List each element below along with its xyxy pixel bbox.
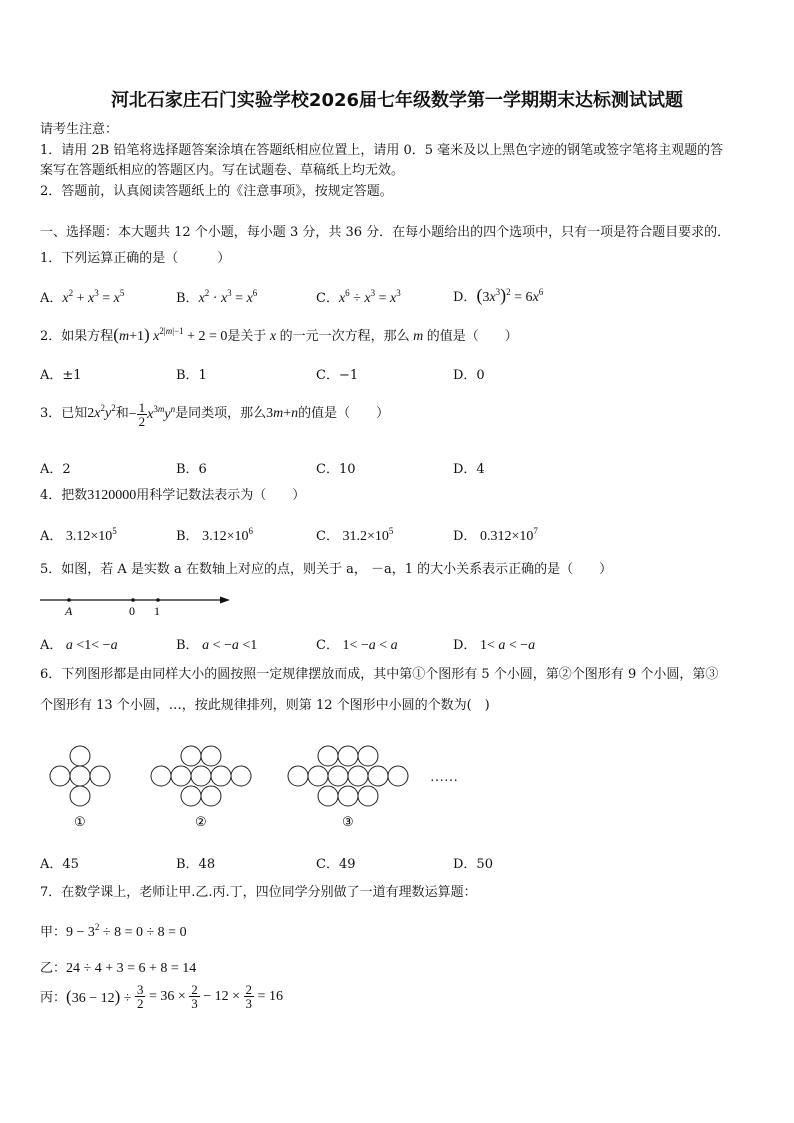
q6-option-b: B．48 <box>176 857 216 872</box>
q5-option-c-expression: 1< −a < a <box>338 638 398 653</box>
q3-option-d: D．4 <box>453 462 485 477</box>
figure-ellipsis: …… <box>430 770 458 785</box>
small-circle <box>328 766 348 786</box>
small-circle <box>181 786 201 806</box>
option-label: D． <box>453 638 477 653</box>
q4-option-d-value: $0.312\times 10^7$ <box>476 526 538 544</box>
figure-1-label: ① <box>74 814 86 829</box>
q7-yi <box>40 957 196 977</box>
q7-yi-label: 乙： <box>40 961 67 976</box>
q1-option-a <box>40 287 124 307</box>
q2-prefix: 2．如果方程 <box>40 329 114 344</box>
small-circle <box>201 746 221 766</box>
q2-equation: (m+1) $x^{2|m|-1} + 2 = 0$ <box>113 325 228 344</box>
notice-item-2: 2．答题前，认真阅读答题纸上的《注意事项》，按规定答题。 <box>40 184 393 199</box>
option-label: D． <box>453 529 477 544</box>
option-label: D． <box>453 290 477 305</box>
small-circle <box>191 766 211 786</box>
q6-line-1: 6．下列图形都是由同样大小的圆按照一定规律摆放而成，其中第①个图形有 5 个小圆，第②个图形有 9 个小圆，第③ <box>40 667 719 682</box>
q2-variable-x: x <box>266 329 280 344</box>
small-circle <box>358 786 378 806</box>
point-1-dot <box>156 598 160 602</box>
q5-number-line <box>36 590 236 620</box>
q7-jia-label: 甲： <box>40 925 67 940</box>
q6-option-a: A．45 <box>40 857 79 872</box>
q7-jia-expression: $9 - 3^2 \div 8 = 0 \div 8 = 0$ <box>66 922 187 940</box>
q2-mid2: 的一元一次方程，那么 <box>279 329 410 344</box>
option-label: A． <box>40 638 63 653</box>
small-circle <box>70 766 90 786</box>
notice-header: 请考生注意： <box>40 122 119 137</box>
q5-stem: 5．如图，若 A 是实数 a 在数轴上对应的点，则关于 a， －a，1 的大小关系表示正确的是（ ） <box>40 562 613 577</box>
q4-option-a-value: $3.12\times 10^5$ <box>62 526 117 544</box>
q3-fraction: $\frac{1}{2}$ <box>138 400 146 429</box>
point-a-label: A <box>65 604 73 618</box>
q3-mid: 是同类项，那么 <box>175 406 267 422</box>
q3-prefix: 3．已知 <box>40 406 88 422</box>
point-1-label: 1 <box>154 604 160 618</box>
small-circle <box>211 766 231 786</box>
number-line-arrow-icon <box>220 597 230 604</box>
notice-item-1-line-1: 1．请用 2B 铅笔将选择题答案涂填在答题纸相应位置上，请用 0．5 毫米及以上黑色字迹的钢笔或签字笔将主观题的答 <box>40 143 724 158</box>
q2-mid: 是关于 <box>227 329 267 344</box>
q7-yi-expression: 24 ÷ 4 + 3 = 6 + 8 = 14 <box>66 961 197 976</box>
option-label: A． <box>40 529 63 544</box>
q4-option-b-value: $3.12\times 10^6$ <box>198 526 253 544</box>
q7-bing-label: 丙： <box>40 990 67 1006</box>
q4-option-a <box>40 525 117 545</box>
option-label: C． <box>316 529 339 544</box>
point-0-dot <box>131 598 135 602</box>
small-circle <box>358 746 378 766</box>
q1-option-d-expression: $(3x^3)^2 = 6x^6$ <box>476 285 544 305</box>
q5-option-b-expression: a < −a <1 <box>202 638 258 653</box>
q4-stem <box>40 487 305 505</box>
q4-option-c-value: $31.2\times 10^5$ <box>338 526 394 544</box>
small-circle <box>348 766 368 786</box>
q4-option-b <box>176 525 253 545</box>
q5-option-a-expression: a <1< −a <box>65 638 118 653</box>
q7-bing-expression: (36 − 12) ÷ $\frac{3}{2}$ = 36 × $\frac{2}{3}$ − 12 × $\frac{2}{3}$ = 16 <box>66 982 283 1011</box>
q3-term-2: − $\frac{1}{2}$ $x^{3m}y^n$ <box>128 400 176 429</box>
small-circle <box>318 786 338 806</box>
q4-suffix: 用科学记数法表示为（ ） <box>136 488 306 503</box>
q6-line-2: 个图形有 13 个小圆，…，按此规律排列，则第 12 个图形中小圆的个数为( ) <box>40 698 490 713</box>
q5-option-c <box>316 634 398 654</box>
q2-variable-m: m <box>409 329 427 344</box>
q3-option-c: C．10 <box>316 462 356 477</box>
q4-option-c <box>316 525 393 545</box>
q6-option-c: C．49 <box>316 857 356 872</box>
q3-and: 和 <box>115 406 129 422</box>
q1-option-d <box>453 285 543 306</box>
small-circle <box>368 766 388 786</box>
small-circle <box>171 766 191 786</box>
q4-prefix: 4．把数 <box>40 488 88 503</box>
spacer <box>394 766 395 767</box>
q2-suffix: 的值是（ ） <box>426 329 518 344</box>
q7-stem: 7．在数学课上，老师让甲.乙.丙.丁，四位同学分别做了一道有理数运算题： <box>40 885 477 900</box>
q1-option-c-expression: $x^6 \div x^3 = x^3$ <box>338 288 401 306</box>
small-circle <box>388 766 408 786</box>
q5-option-a <box>40 634 118 654</box>
small-circle <box>288 766 308 786</box>
q7-bing <box>40 983 283 1010</box>
q2-option-a: A．±1 <box>40 368 82 383</box>
q1-option-a-expression: $x^2 + x^3 = x^5$ <box>62 288 125 306</box>
q1-option-c <box>316 287 401 307</box>
point-0-label: 0 <box>129 604 135 618</box>
small-circle <box>201 786 221 806</box>
small-circle <box>50 766 70 786</box>
figure-3 <box>288 746 408 806</box>
small-circle <box>70 746 90 766</box>
small-circle <box>338 746 358 766</box>
q2-option-c: C．−1 <box>316 368 359 383</box>
q3-option-b: B．6 <box>176 462 207 477</box>
option-label: B． <box>176 529 199 544</box>
q4-number: 3120000 <box>87 488 137 503</box>
notice-item-1-line-2: 案写在答题纸相应的答题区内。写在试题卷、草稿纸上均无效。 <box>40 163 405 178</box>
figure-2 <box>151 746 251 806</box>
small-circle <box>181 746 201 766</box>
option-label: C． <box>316 291 339 306</box>
q3-option-a: A．2 <box>40 462 71 477</box>
q6-circle-figures <box>40 745 480 835</box>
q5-option-d <box>453 634 535 654</box>
figure-1 <box>50 746 110 806</box>
q6-option-d: D．50 <box>453 857 493 872</box>
q1-stem: 1．下列运算正确的是（ ） <box>40 251 231 266</box>
q3-stem <box>40 401 389 428</box>
q3-suffix: 的值是（ ） <box>298 406 390 422</box>
q5-option-b <box>176 634 257 654</box>
small-circle <box>318 746 338 766</box>
option-label: B． <box>176 638 199 653</box>
point-a-dot <box>67 598 71 602</box>
figure-3-label: ③ <box>342 814 354 829</box>
q2-stem <box>40 326 518 346</box>
q7-jia <box>40 921 187 941</box>
section-1-heading: 一、选择题：本大题共 12 个小题，每小题 3 分，共 36 分．在每小题给出的四个选项中，只有一项是符合题目要求的． <box>40 225 731 240</box>
q1-option-b <box>176 287 257 307</box>
option-label: C． <box>316 638 339 653</box>
page-title: 河北石家庄石门实验学校2026届七年级数学第一学期期末达标测试试题 <box>110 90 684 111</box>
q1-option-b-expression: $x^2 \cdot x^3 = x^6$ <box>198 288 258 306</box>
q3-expression: 3m+n <box>266 406 299 422</box>
figure-2-label: ② <box>195 814 207 829</box>
q2-option-d: D．0 <box>453 368 485 383</box>
option-label: B． <box>176 291 199 306</box>
small-circle <box>231 766 251 786</box>
q3-term-1: $2x^2y^2$ <box>87 403 116 422</box>
small-circle <box>90 766 110 786</box>
small-circle <box>151 766 171 786</box>
q5-option-d-expression: 1< a < −a <box>476 638 536 653</box>
q2-option-b: B．1 <box>176 368 207 383</box>
option-label: A． <box>40 291 63 306</box>
small-circle <box>308 766 328 786</box>
small-circle <box>70 786 90 806</box>
q4-option-d <box>453 525 538 545</box>
small-circle <box>338 786 358 806</box>
